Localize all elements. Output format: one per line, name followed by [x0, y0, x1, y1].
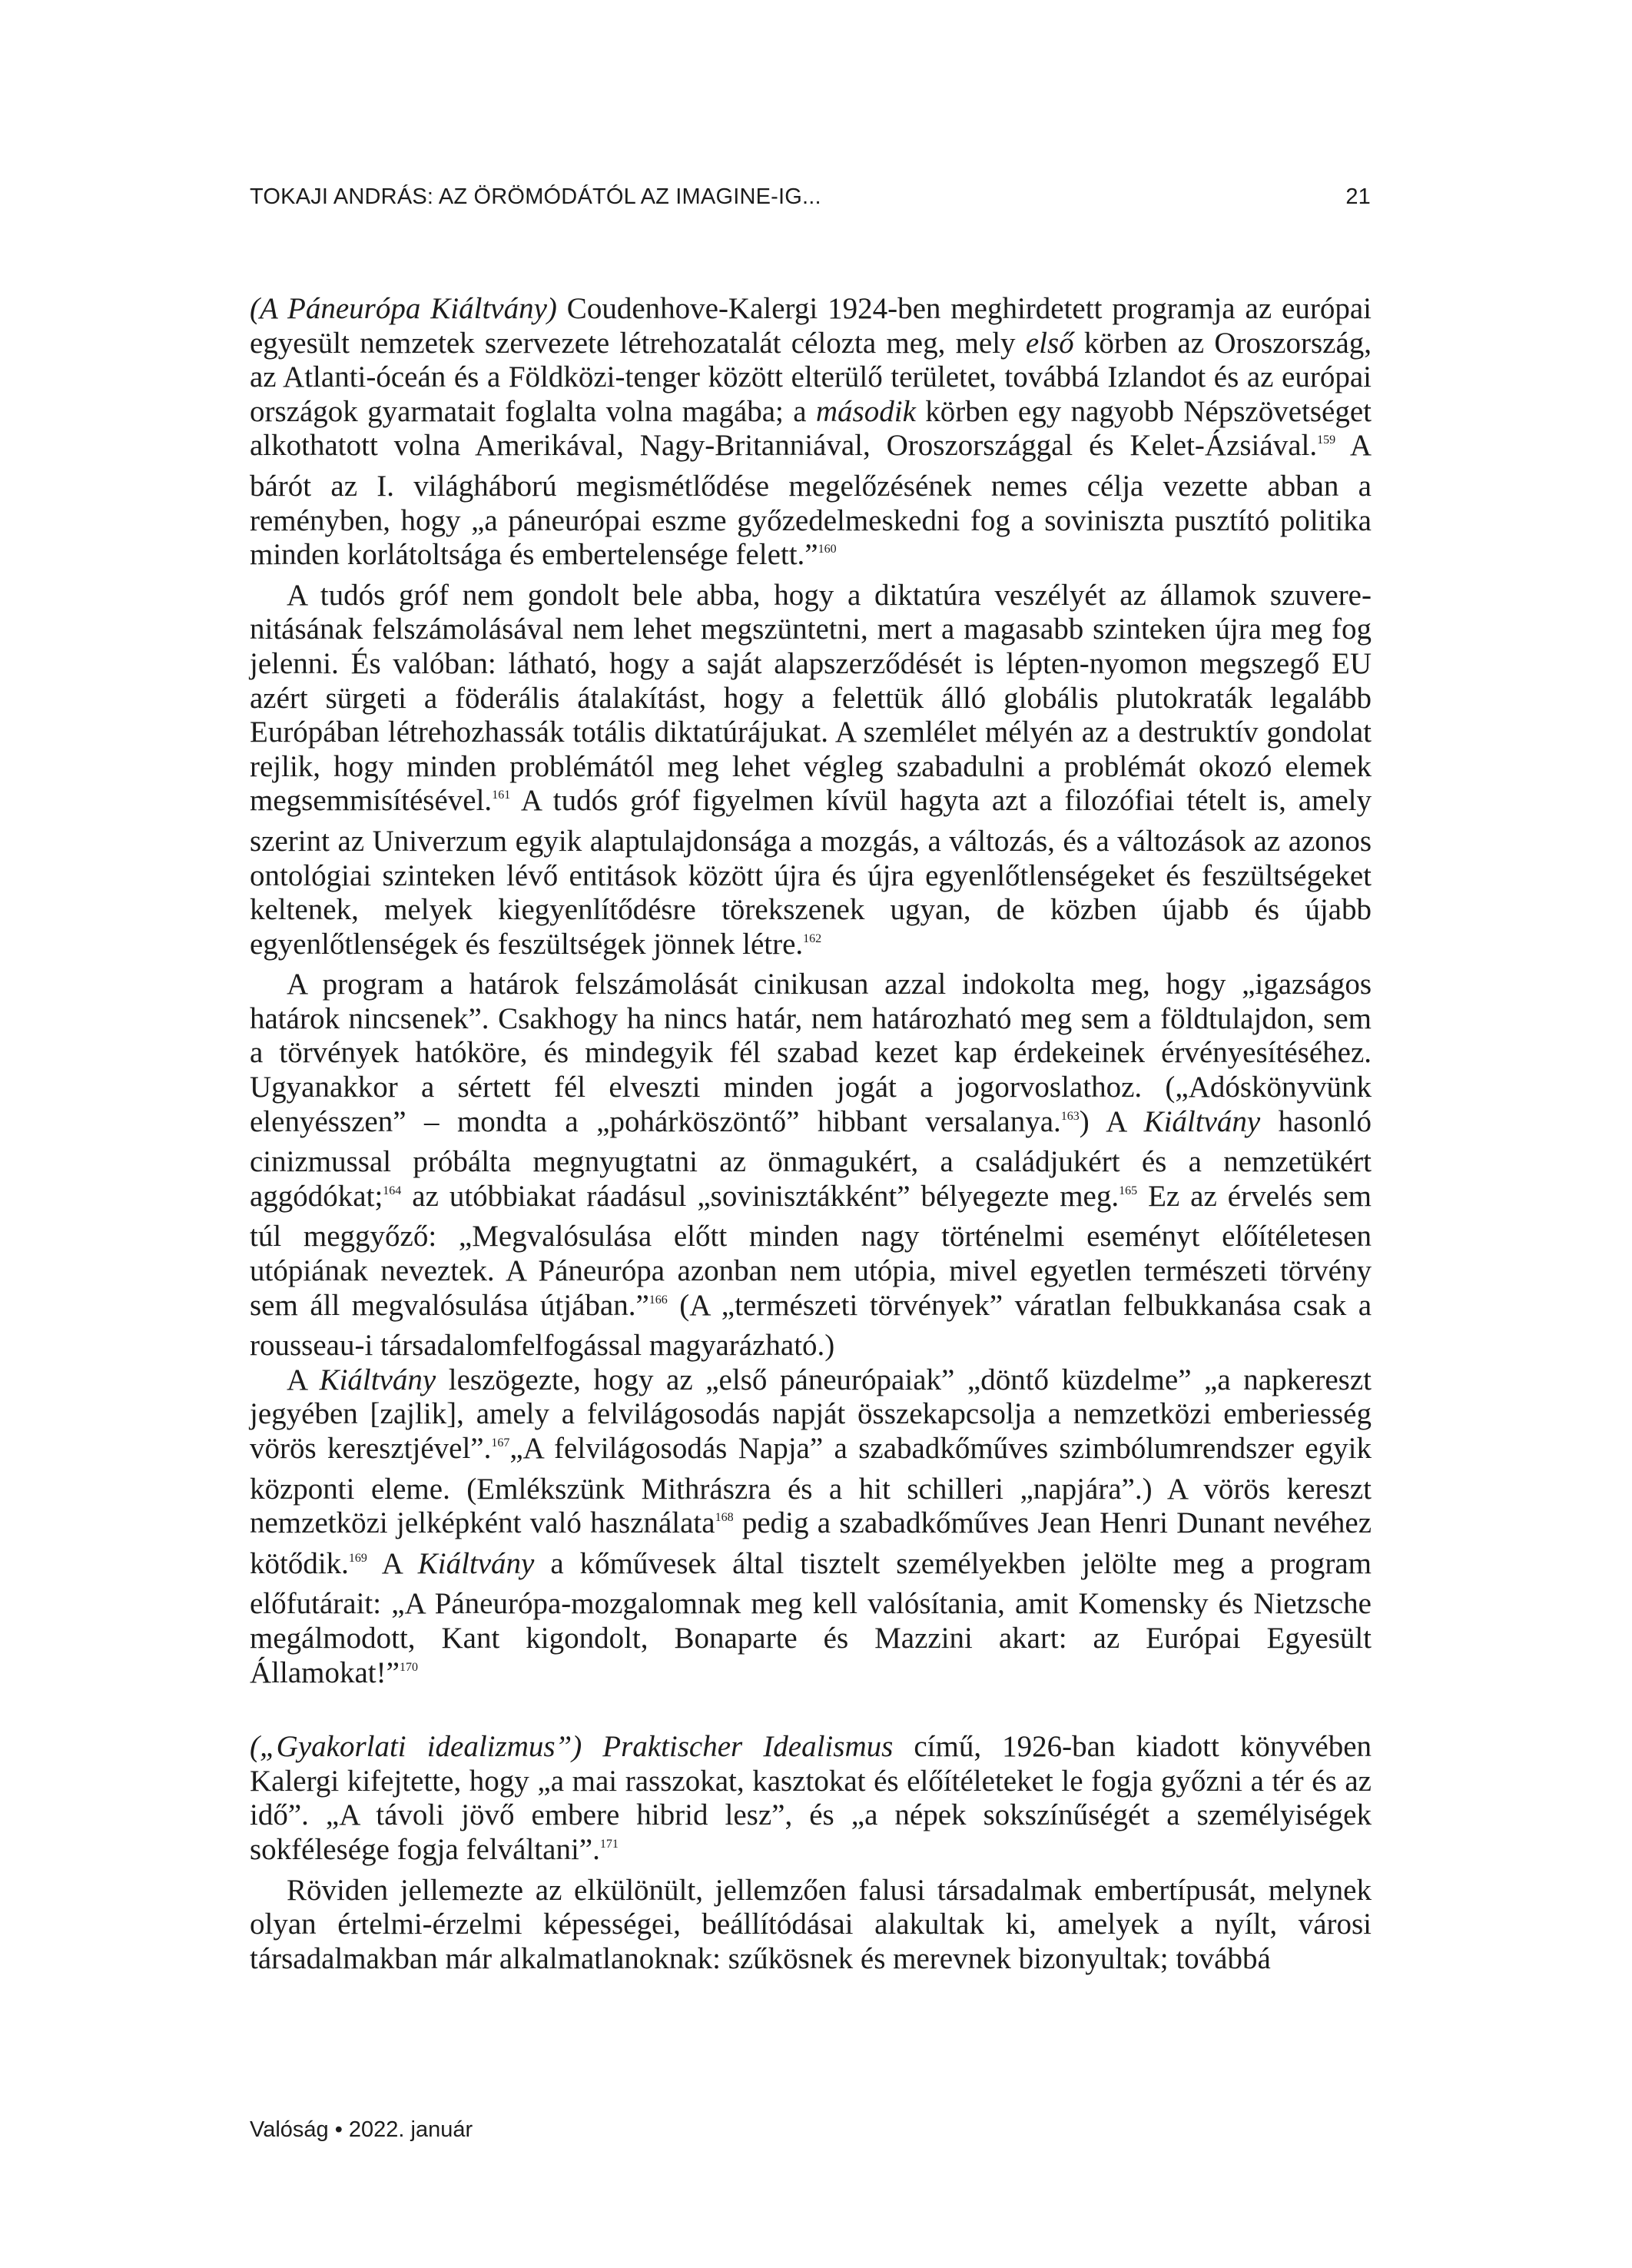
footnote-ref: 167 — [491, 1436, 510, 1449]
footnote-ref: 169 — [348, 1551, 367, 1565]
journal-issue: Valóság • 2022. január — [250, 2117, 473, 2142]
footnote-ref: 159 — [1317, 433, 1336, 447]
footnote-ref: 171 — [599, 1837, 619, 1851]
article-body — [250, 292, 1372, 1976]
section-heading: (A Páneurópa Kiáltvány) — [250, 292, 557, 325]
footnote-ref: 165 — [1119, 1184, 1138, 1197]
page-number: 21 — [1345, 184, 1371, 209]
section-heading: („Gyakorlati idealizmus”) Praktischer Idealismus — [250, 1730, 894, 1764]
running-header — [250, 184, 1371, 210]
paragraph: A Kiáltvány leszögezte, hogy az „első páneurópaiak” „döntő küzdelme” „a napkereszt jegyében [zajlik], amely a felvilágosodás napját összekapcsolja a nemzetközi emberiesség vörös keresztjével”.$^{167}$„A felvilágosodás Napja” a szabadkőműves szimbólumrendszer egyik központi eleme. (Emlékszünk Mithrászra és a hit schilleri „napjára”.) A vörös kereszt nemzetközi jelképként való használata$^{168}$ pedig a szabadkőműves Jean Henri Dunant nevéhez kötődik.$^{169}$ A Kiáltvány a kőművesek által tisztelt személyekben jelölte meg a program előfutárait: „A Páneurópa-mozgalomnak meg kell valósítania, amit Komensky és Nietzsche megálmodott, Kant kigondolt, Bonaparte és Mazzini akart: az Európai Egyesült Államokat!”$^{170}$ — [250, 1363, 1372, 1689]
footnote-ref: 166 — [648, 1293, 668, 1307]
footnote-ref: 168 — [715, 1511, 734, 1525]
footnote-ref: 164 — [383, 1184, 402, 1197]
running-title: TOKAJI ANDRÁS: AZ ÖRÖMÓDÁTÓL AZ IMAGINE-IG... — [250, 184, 821, 209]
paragraph: („Gyakorlati idealizmus”) Praktischer Idealismus című, 1926-ban kiadott könyvében Kalergi kifejtette, hogy „a mai rasszokat, kasztokat és előítéleteket le fogja győzni a tér és az idő”. „A távoli jövő embere hibrid lesz”, és „a népek sokszínűségét a személyiségek sokfélesége fogja felváltani”.$^{171}$ — [250, 1730, 1372, 1866]
footnote-ref: 160 — [818, 543, 837, 556]
paragraph: A tudós gróf nem gondolt bele abba, hogy a diktatúra veszélyét az államok szuverenitásának felszámolásával nem lehet megszüntetni, mert a magasabb szinteken újra meg fog jelenni. És valóban: látható, hogy a saját alapszerződését is lépten-nyomon megszegő EU azért sürgeti a föderális átalakítást, hogy a felettük álló globális plutokraták legalább Európában létrehozhassák totális diktatúrájukat. A szemlélet mélyén az a destruktív gondolat rejlik, hogy minden problémától meg lehet végleg szabadulni a problémát okozó elemek megsemmisítésével.$^{161}$ A tudós gróf figyelmen kívül hagyta azt a filozófiai tételt is, amely szerint az Univerzum egyik alaptulajdonsága a mozgás, a változás, és a változások az azonos ontológiai szinteken lévő entitások között újra és újra egyenlőtlenségeket és feszültségeket keltenek, melyek kiegyenlítődésre törekszenek ugyan, de közben újabb és újabb egyenlőtlenségek és feszültségek jönnek létre.$^{162}$ — [250, 578, 1372, 961]
footnote-ref: 162 — [803, 931, 822, 945]
footnote-ref: 161 — [492, 789, 511, 802]
paragraph: Röviden jellemezte az elkülönült, jellemzően falusi társadalmak embertípusát, melynek olyan értelmi-érzelmi képességei, beállítódásai alakultak ki, amelyek a nyílt, városi társadalmakban már alkalmatlanoknak: szűkösnek és merevnek bizonyultak; továbbá — [250, 1873, 1372, 1975]
footnote-ref: 163 — [1060, 1109, 1080, 1123]
footnote-ref: 170 — [399, 1660, 418, 1674]
paragraph: (A Páneurópa Kiáltvány) Coudenhove-Kalergi 1924-ben meghirdetett programja az európai egyesült nemzetek szervezete létrehozatalát célozta meg, mely első körben az Oroszország, az Atlanti-óceán és a Földközi-tenger között elterülő területet, továbbá Izlandot és az európai országok gyarmatait foglalta volna magába; a második körben egy nagyobb Népszövetséget alkothatott volna Amerikával, Nagy-Britanniával, Oroszországgal és Kelet-Ázsiával.$^{159}$ A bárót az I. világháború megismétlődése megelőzésének nemes célja vezette abban a reményben, hogy „a páneurópai eszme győzedelmeskedni fog a soviniszta pusztító politika minden korlátoltsága és embertelensége felett.”$^{160}$ — [250, 292, 1372, 572]
page-footer — [250, 2117, 473, 2143]
paragraph: A program a határok felszámolását cinikusan azzal indokolta meg, hogy „igazságos határok nincsenek”. Csakhogy ha nincs határ, nem határozható meg sem a földtulajdon, sem a törvények hatóköre, és mindegyik fél szabad kezet kap érdekeinek érvényesítéséhez. Ugyanakkor a sértett fél elveszti minden jogát a jogorvoslathoz. („Adóskönyvünk elenyésszen” – mondta a „pohárköszöntő” hibbant versalanya.$^{163}$) A Kiáltvány hasonló cinizmussal próbálta megnyugtatni az önmagukért, a családjukért és a nemzetükért aggódókat;$^{164}$ az utóbbiakat ráadásul „sovinisztákként” bélyegezte meg.$^{165}$ Ez az érvelés sem túl meggyőző: „Megvalósulása előtt minden nagy történelmi eseményt előítéletesen utópiának neveztek. A Páneurópa azonban nem utópia, mivel egyetlen természeti törvény sem áll megvalósulása útjában.”$^{166}$ (A „természeti törvények” váratlan felbukkanása csak a rousseau-i társadalomfelfogással magyarázható.) — [250, 968, 1372, 1363]
